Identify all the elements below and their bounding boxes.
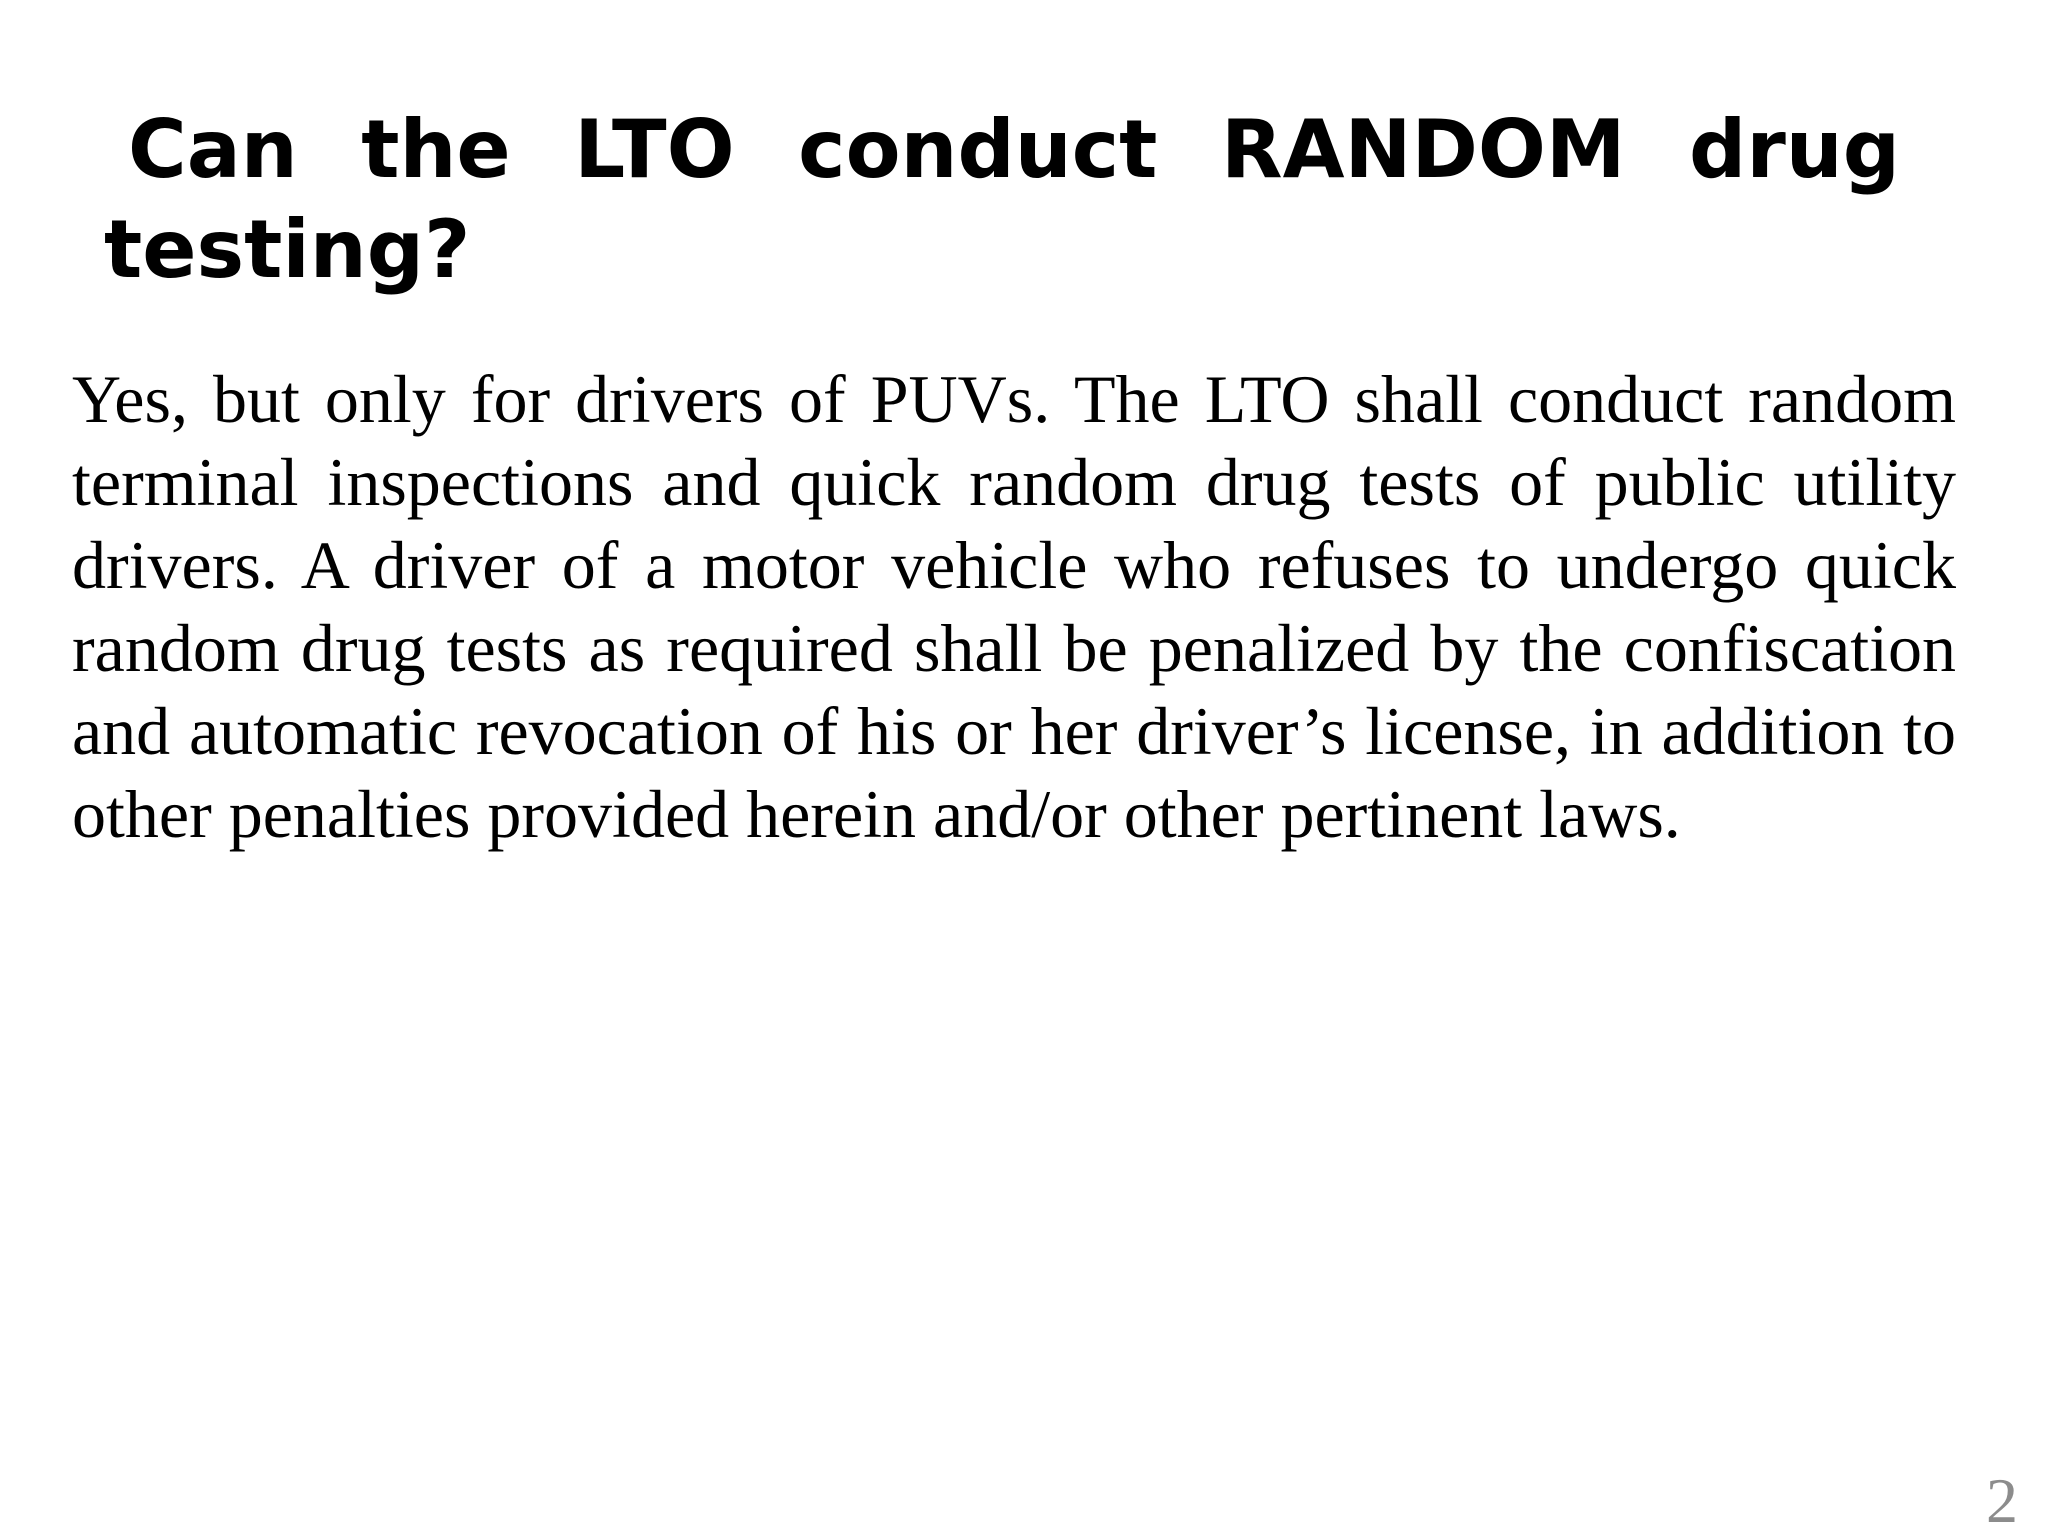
slide-body-text: Yes, but only for drivers of PUVs. The LTO shall conduct random terminal inspections and quick random drug tests of public utility drivers. A driver of a motor vehicle who refuses to undergo quick random drug tests as required shall be penalized by the confiscation and automatic revocation of his or her driver’s license, in addition to other penalties provided herein and/or other pertinent laws. (72, 361, 1956, 852)
slide-title: Can the LTO conduct RANDOM drug testing? (104, 103, 1900, 296)
page-number: 2 (1986, 1465, 2018, 1536)
